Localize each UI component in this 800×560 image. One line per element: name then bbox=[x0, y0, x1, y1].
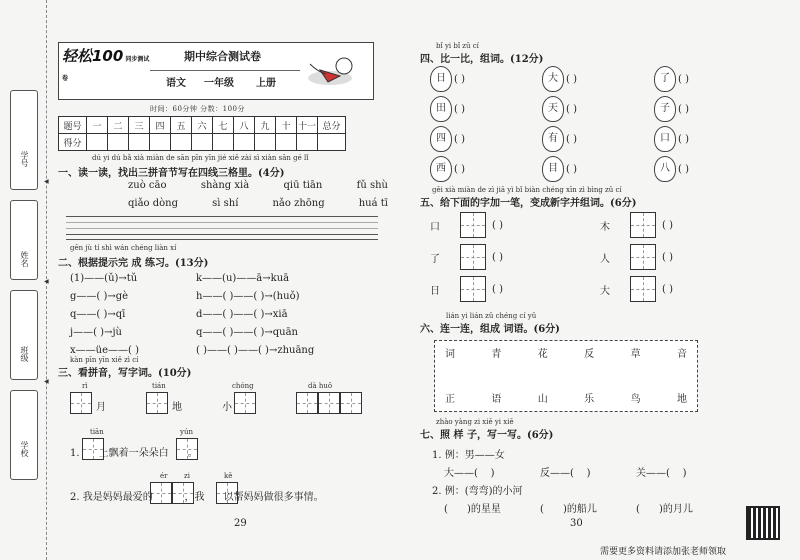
q4-item bbox=[542, 126, 577, 152]
tian-cell[interactable] bbox=[70, 392, 92, 414]
q7-pair[interactable]: 关——( ) bbox=[636, 468, 687, 479]
exam-title: 期中综合测试卷 bbox=[184, 50, 261, 63]
q2-item: ( )——( )——( )→zhuāng bbox=[196, 345, 315, 356]
q3-box-2[interactable] bbox=[146, 392, 168, 418]
q6-char[interactable]: 山 bbox=[537, 394, 548, 405]
q2-item: (1)——(ǔ)→tǔ bbox=[70, 273, 138, 284]
q1-word: nǎo zhōng bbox=[272, 198, 325, 209]
runner-mascot-icon bbox=[300, 52, 370, 92]
q7-pinyin-hint: zhào yàng zi xiě yi xiě bbox=[436, 418, 514, 426]
score-header-cell: 十 bbox=[276, 117, 297, 134]
q1-word: sì shí bbox=[212, 198, 239, 209]
cut-marker-icon: ◀ bbox=[44, 178, 49, 185]
page-number-left: 29 bbox=[234, 518, 247, 529]
q5-char: 口 bbox=[430, 221, 440, 233]
q2-item: g——( )→gè bbox=[70, 291, 129, 302]
q5-char: 大 bbox=[600, 285, 610, 297]
peach-char: 八 bbox=[654, 156, 676, 182]
q2-right-column bbox=[196, 270, 314, 360]
logo bbox=[62, 45, 152, 82]
q6-pinyin-hint: lián yi lián zǔ chéng cí yǔ bbox=[446, 312, 537, 320]
score-cell[interactable] bbox=[171, 134, 192, 151]
q2-item: q——( )→qī bbox=[70, 309, 126, 320]
q5-answer-paren[interactable]: ( ) bbox=[492, 251, 503, 263]
score-header-cell: 十一 bbox=[297, 117, 318, 134]
q4-answer-paren[interactable]: ( ) bbox=[678, 163, 689, 175]
q1-words-row2 bbox=[128, 198, 388, 209]
score-cell[interactable] bbox=[129, 134, 150, 151]
q4-item bbox=[654, 156, 689, 182]
grade: 一年级 bbox=[204, 78, 234, 89]
q4-answer-paren[interactable]: ( ) bbox=[566, 73, 577, 85]
q3-pinyin: kě bbox=[224, 472, 233, 480]
q6-char[interactable]: 语 bbox=[491, 394, 502, 405]
q7-pair[interactable]: 反——( ) bbox=[540, 468, 591, 479]
q4-item bbox=[654, 126, 689, 152]
q2-pinyin-hint: gēn jù tí shì wán chéng liàn xí bbox=[70, 244, 177, 252]
peach-char: 田 bbox=[430, 96, 452, 122]
name-box bbox=[10, 200, 38, 280]
q4-item bbox=[430, 66, 465, 92]
q6-char[interactable]: 地 bbox=[676, 394, 687, 405]
tian-cell[interactable] bbox=[146, 392, 168, 414]
tian-cell[interactable] bbox=[460, 276, 486, 302]
q3-pinyin: ér bbox=[160, 472, 168, 480]
q3-title: 三、看拼音，写字词。(10分) bbox=[58, 368, 192, 379]
score-cell[interactable] bbox=[234, 134, 255, 151]
q3-char: 月 bbox=[96, 402, 106, 413]
q6-char[interactable]: 草 bbox=[630, 349, 641, 360]
peach-char: 日 bbox=[430, 66, 452, 92]
qr-code-icon bbox=[746, 506, 780, 540]
score-header-cell: 四 bbox=[150, 117, 171, 134]
peach-char: 西 bbox=[430, 156, 452, 182]
score-cell[interactable] bbox=[213, 134, 234, 151]
q1-word: zuò cāo bbox=[128, 180, 167, 191]
score-cell[interactable] bbox=[318, 134, 346, 151]
q4-item bbox=[542, 156, 577, 182]
q4-item bbox=[654, 66, 689, 92]
q5-item bbox=[430, 212, 503, 238]
q1-word: fǔ shù bbox=[356, 180, 388, 191]
q7-title: 七、照 样 子，写一写。(6分) bbox=[420, 430, 554, 441]
q3-sentence-1: 1. 上飘着一朵朵白 。 bbox=[70, 448, 198, 459]
score-header-cell: 总分 bbox=[318, 117, 346, 134]
school-label: 学校 bbox=[20, 441, 29, 457]
tian-cell[interactable] bbox=[296, 392, 318, 414]
q3-pinyin: zi bbox=[184, 472, 190, 480]
q4-pinyin-hint: bǐ yi bǐ zǔ cí bbox=[436, 42, 479, 50]
q3-char: 小 bbox=[222, 402, 232, 413]
score-header-cell: 二 bbox=[108, 117, 129, 134]
q4-answer-paren[interactable]: ( ) bbox=[678, 133, 689, 145]
q4-answer-paren[interactable]: ( ) bbox=[454, 103, 465, 115]
q7-fill[interactable]: ( )的月儿 bbox=[636, 504, 693, 515]
cut-marker-icon: ◀ bbox=[44, 378, 49, 385]
class-box bbox=[10, 290, 38, 380]
q6-char[interactable]: 反 bbox=[584, 349, 595, 360]
q4-item bbox=[654, 96, 689, 122]
score-cell[interactable] bbox=[108, 134, 129, 151]
q1-word: shàng xià bbox=[200, 180, 250, 191]
cut-marker-icon: ◀ bbox=[44, 278, 49, 285]
q6-char[interactable]: 鸟 bbox=[630, 394, 641, 405]
q3-pinyin: tiān bbox=[90, 428, 104, 436]
peach-char: 有 bbox=[542, 126, 564, 152]
name-label: 姓名 bbox=[20, 251, 29, 267]
q1-title: 一、读一读，找出三拼音节写在四线三格里。(4分) bbox=[58, 168, 285, 179]
score-header-cell: 三 bbox=[129, 117, 150, 134]
q2-left-column bbox=[70, 270, 139, 360]
student-id-box bbox=[10, 90, 38, 190]
q1-word: huá tī bbox=[358, 198, 388, 209]
score-header-cell: 一 bbox=[87, 117, 108, 134]
score-header-cell: 题号 bbox=[59, 117, 87, 134]
score-header-cell: 八 bbox=[234, 117, 255, 134]
q4-title: 四、比一比，组词。(12分) bbox=[420, 54, 544, 65]
class-label: 班级 bbox=[20, 346, 29, 362]
q2-item: x——üe——( ) bbox=[70, 345, 139, 356]
logo-sub: 同步测试卷 bbox=[62, 56, 150, 82]
term: 上册 bbox=[256, 78, 276, 89]
tian-cell[interactable] bbox=[460, 244, 486, 270]
q5-item bbox=[600, 276, 673, 302]
q2-item: k——(u)——ā→kuā bbox=[196, 273, 290, 284]
q5-title: 五、给下面的字加一笔，变成新字并组词。(6分) bbox=[420, 198, 637, 209]
q5-answer-paren[interactable]: ( ) bbox=[492, 219, 503, 231]
q4-item bbox=[430, 156, 465, 182]
q4-answer-paren[interactable]: ( ) bbox=[678, 73, 689, 85]
q5-answer-paren[interactable]: ( ) bbox=[662, 283, 673, 295]
q5-grid bbox=[430, 212, 730, 312]
q4-answer-paren[interactable]: ( ) bbox=[454, 73, 465, 85]
logo-text: 轻松100 bbox=[62, 47, 124, 65]
score-header-cell: 七 bbox=[213, 117, 234, 134]
q5-answer-paren[interactable]: ( ) bbox=[662, 219, 673, 231]
q4-answer-paren[interactable]: ( ) bbox=[566, 103, 577, 115]
q5-item bbox=[600, 244, 673, 270]
q3-pinyin: tián bbox=[152, 382, 166, 390]
q1-pinyin-hint: dú yi dú bǎ xià miàn de sān pīn yīn jié xiě zài sì xiàn sān gé lǐ bbox=[92, 154, 309, 162]
q7-pair[interactable]: 大——( ) bbox=[444, 468, 495, 479]
q6-match-box bbox=[434, 340, 698, 412]
subject: 语文 bbox=[166, 78, 186, 89]
q4-item bbox=[430, 126, 465, 152]
score-header-cell: 九 bbox=[255, 117, 276, 134]
peach-char: 子 bbox=[654, 96, 676, 122]
q5-char: 木 bbox=[600, 221, 610, 233]
score-table bbox=[58, 116, 346, 151]
q5-char: 了 bbox=[430, 253, 440, 265]
q3-pinyin-hint: kàn pīn yīn xiě zì cí bbox=[70, 356, 139, 364]
q5-pinyin-hint: gěi xià miàn de zì jiā yì bǐ biàn chéng xīn zì bìng zǔ cí bbox=[432, 186, 622, 194]
q6-char[interactable]: 音 bbox=[676, 349, 687, 360]
score-header-cell: 五 bbox=[171, 117, 192, 134]
q5-answer-paren[interactable]: ( ) bbox=[662, 251, 673, 263]
q3-sentence-2: 2. 我是妈妈最爱的 ，我 以帮妈妈做很多事情。 bbox=[70, 492, 324, 503]
q3-pinyin: rì bbox=[82, 382, 88, 390]
header-divider bbox=[150, 70, 300, 71]
page-number-right: 30 bbox=[570, 518, 583, 529]
q7-fill[interactable]: ( )的船儿 bbox=[540, 504, 597, 515]
q3-char: 地 bbox=[172, 402, 182, 413]
peach-char: 天 bbox=[542, 96, 564, 122]
student-id-label: 学号 bbox=[20, 151, 29, 167]
score-cell[interactable] bbox=[276, 134, 297, 151]
q4-answer-paren[interactable]: ( ) bbox=[566, 133, 577, 145]
peach-char: 大 bbox=[542, 66, 564, 92]
q3-pinyin: dà huǒ bbox=[308, 382, 333, 390]
q4-answer-paren[interactable]: ( ) bbox=[454, 133, 465, 145]
q7-example-1: 1. 例：男——女 bbox=[432, 450, 505, 461]
tian-cell[interactable] bbox=[340, 392, 362, 414]
school-box bbox=[10, 390, 38, 480]
footer-note: 需要更多资料请添加张老师领取 bbox=[600, 547, 727, 557]
q1-word: qiǎo dòng bbox=[128, 198, 179, 209]
q5-item bbox=[430, 244, 503, 270]
q3-box-1[interactable] bbox=[70, 392, 92, 418]
score-header-cell: 六 bbox=[192, 117, 213, 134]
q5-answer-paren[interactable]: ( ) bbox=[492, 283, 503, 295]
score-cell: 得分 bbox=[59, 134, 87, 151]
tian-cell[interactable] bbox=[460, 212, 486, 238]
q5-item bbox=[600, 212, 673, 238]
q4-grid bbox=[430, 66, 730, 186]
q7-fill[interactable]: ( )的星星 bbox=[444, 504, 501, 515]
peach-char: 目 bbox=[542, 156, 564, 182]
q3-box-4[interactable] bbox=[296, 392, 362, 418]
score-cell[interactable] bbox=[150, 134, 171, 151]
q6-title: 六、连一连，组成 词语。(6分) bbox=[420, 324, 560, 335]
q1-word: qiū tiān bbox=[283, 180, 323, 191]
q2-item: h——( )——( )→(huǒ) bbox=[196, 291, 300, 302]
q4-item bbox=[542, 96, 577, 122]
q6-char[interactable]: 词 bbox=[445, 349, 455, 360]
q2-title: 二、根据提示完 成 练习。(13分) bbox=[58, 258, 209, 269]
q4-item bbox=[430, 96, 465, 122]
q4-answer-paren[interactable]: ( ) bbox=[454, 163, 465, 175]
tian-cell[interactable] bbox=[630, 212, 656, 238]
q2-item: q——( )——( )→quān bbox=[196, 327, 298, 338]
q2-item: d——( )——( )→xiā bbox=[196, 309, 288, 320]
peach-char: 口 bbox=[654, 126, 676, 152]
score-cell[interactable] bbox=[255, 134, 276, 151]
q5-char: 人 bbox=[600, 253, 610, 265]
q3-box-3[interactable] bbox=[234, 392, 256, 418]
tian-cell[interactable] bbox=[630, 276, 656, 302]
time-info: 时间：60分钟 分数：100分 bbox=[150, 105, 245, 113]
q6-char[interactable]: 乐 bbox=[584, 394, 595, 405]
q6-char[interactable]: 花 bbox=[537, 349, 548, 360]
tian-cell[interactable] bbox=[318, 392, 340, 414]
q6-char[interactable]: 青 bbox=[491, 349, 502, 360]
tian-cell[interactable] bbox=[630, 244, 656, 270]
q4-answer-paren[interactable]: ( ) bbox=[566, 163, 577, 175]
q7-example-2: 2. 例：(弯弯)的小河 bbox=[432, 486, 523, 497]
q4-answer-paren[interactable]: ( ) bbox=[678, 103, 689, 115]
tian-cell[interactable] bbox=[234, 392, 256, 414]
q3-pinyin: yún bbox=[180, 428, 193, 436]
q6-char[interactable]: 正 bbox=[445, 394, 455, 405]
q3-pinyin: chóng bbox=[232, 382, 254, 390]
score-cell[interactable] bbox=[297, 134, 318, 151]
four-line-grid[interactable] bbox=[66, 216, 378, 240]
q2-item: j——( )→jù bbox=[70, 327, 123, 338]
q5-char: 日 bbox=[430, 285, 440, 297]
score-cell[interactable] bbox=[87, 134, 108, 151]
q5-item bbox=[430, 276, 503, 302]
peach-char: 了 bbox=[654, 66, 676, 92]
peach-char: 四 bbox=[430, 126, 452, 152]
q4-item bbox=[542, 66, 577, 92]
q1-words-row1 bbox=[128, 180, 388, 191]
score-cell[interactable] bbox=[192, 134, 213, 151]
